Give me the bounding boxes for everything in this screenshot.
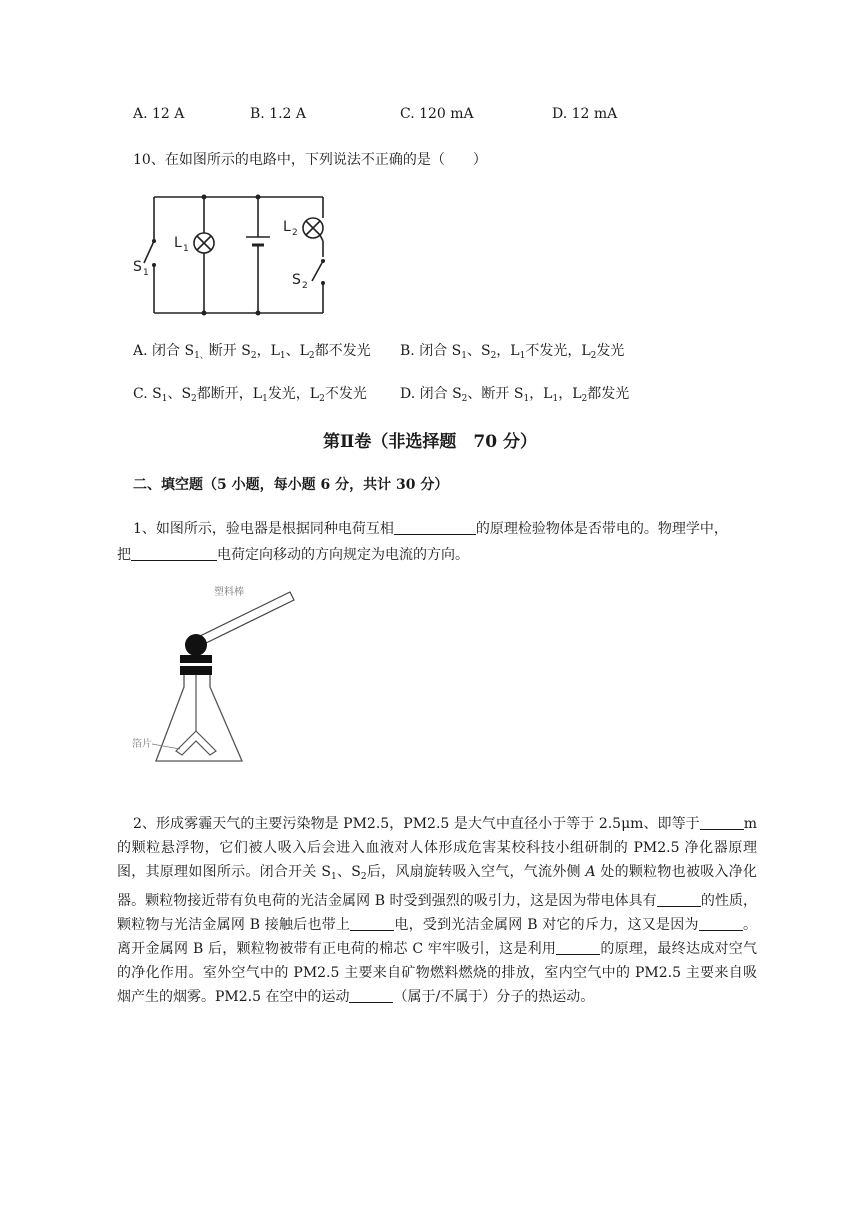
q9-option-d: D. 12 mA (552, 106, 618, 122)
q1-text-line2: 把 电荷定向移动的方向规定为电流的方向。 (117, 547, 469, 563)
q10-option-c: C. $S_1$、$S_2$都断开，$L_1$发光，$L_2$不发光 (133, 386, 367, 404)
answer-blank[interactable] (700, 815, 744, 830)
l1-label-sub: 1 (183, 244, 189, 254)
s2-label-sub: 2 (302, 281, 308, 291)
q9-option-b: B. 1.2 A (250, 106, 307, 122)
electroscope-figure (130, 583, 310, 773)
foil-label: 箔片 (132, 739, 152, 750)
q2-text: 2、形成雾霾天气的主要污染物是 PM2.5，PM2.5 是大气中直径小于等于 2.5μm、即等于 m的颗粒悬浮物，它们被人吸入后会进入血液对人体形成危害某校科技小组研制的 PM2.5 净化器原理图，其原理如图所示。闭合开关 $S_1$、$S_2$后，风扇旋转吸入空气，气流外侧 A 处的颗粒物也被吸入净化器。颗粒物接近带有负电荷的光洁金属网 B 时受到强烈的吸引力，这是因为带电体具有 的性质，颗粒物与光洁金属网 B 接触后也带上 电，受到光洁金属网 B 对它的斥力，这又是因为 。离开金属网 B 后，颗粒物被带有正电荷的棉芯 C 牢牢吸引，这是利用 的原理，最终达成对空气的净化作用。室外空气中的 PM2.5 主要来自矿物燃料燃烧的排放，室内空气中的 PM2.5 主要来自吸烟产生的烟雾。PM2.5 在空中的运动 （属于/不属于）分子的热运动。 (117, 816, 758, 1005)
l2-label-sub: 2 (292, 228, 298, 238)
q9-option-c: C. 120 mA (400, 106, 474, 122)
q10-stem: 10、在如图所示的电路中，下列说法不正确的是（ ） (133, 152, 487, 168)
q10-option-b: B. 闭合 $S_1$、$S_2$，$L_1$不发光，$L_2$发光 (400, 343, 625, 361)
section-heading: 二、填空题（5 小题，每小题 6 分，共计 30 分） (133, 477, 449, 493)
answer-blank[interactable] (556, 940, 600, 955)
q10-option-a: A. 闭合 $S_{1、}$断开 $S_2$，$L_1$、$L_2$都不发光 (133, 343, 371, 361)
answer-blank[interactable] (350, 916, 394, 931)
answer-blank[interactable] (131, 546, 217, 561)
l2-label: L (283, 219, 291, 235)
answer-blank[interactable] (699, 916, 743, 931)
plastic-rod-label: 塑料棒 (214, 587, 244, 598)
section-title: 第Ⅱ卷（非选择题 70 分） (323, 432, 537, 452)
l1-label: L (174, 235, 182, 251)
circuit-diagram (130, 185, 350, 325)
s1-label-sub: 1 (143, 268, 149, 278)
answer-blank[interactable] (394, 520, 476, 535)
answer-blank[interactable] (657, 892, 701, 907)
q9-option-a: A. 12 A (133, 106, 185, 122)
s2-label: S (292, 272, 301, 288)
answer-blank[interactable] (349, 988, 393, 1003)
q1-text: 1、如图所示，验电器是根据同种电荷互相 的原理检验物体是否带电的。物理学中， (133, 521, 728, 537)
s1-label: S (133, 259, 142, 275)
q10-option-d: D. 闭合 $S_2$、断开 $S_1$，$L_1$，$L_2$都发光 (400, 386, 630, 404)
